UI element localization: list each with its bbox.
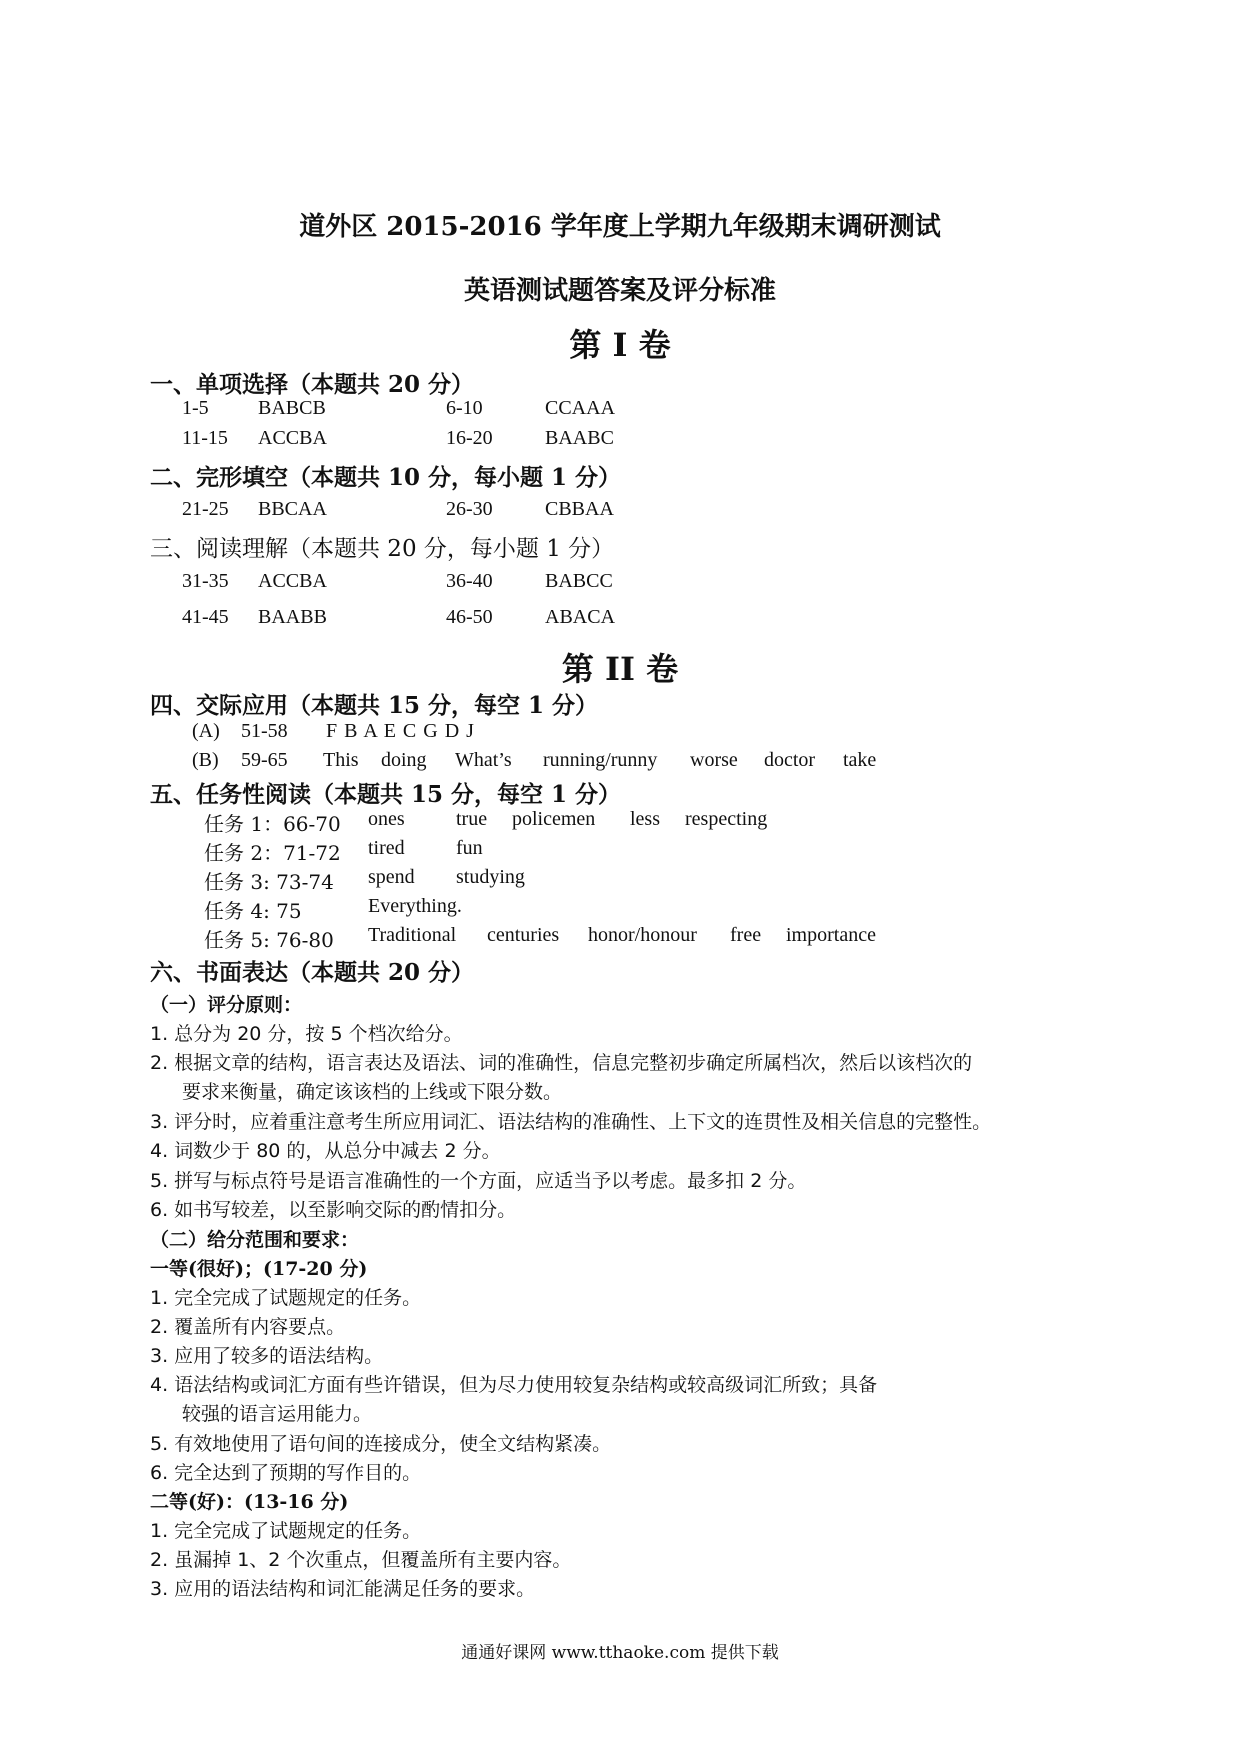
answer-letters: BAABB	[258, 606, 327, 628]
answer-row	[0, 606, 1240, 630]
range-label: 21-25	[182, 498, 229, 520]
range-label: 59-65	[241, 749, 288, 771]
task-row	[0, 866, 1240, 894]
answer-word: take	[843, 749, 877, 771]
answer-letters: BABCB	[258, 397, 326, 419]
sub-label: (B)	[192, 749, 219, 771]
range-label: 51-58	[241, 720, 288, 742]
answer-letters: BABCC	[545, 570, 613, 592]
sub-label: (A)	[192, 720, 220, 742]
task-label: 任务 5: 76-80	[204, 928, 334, 952]
range-label: 36-40	[446, 570, 493, 592]
section-heading: 六、书面表达（本题共 20 分）	[150, 959, 475, 986]
range-label: 31-35	[182, 570, 229, 592]
answer-word: respecting	[685, 808, 768, 830]
principle-item: 6. 如书写较差，以至影响交际的酌情扣分。	[150, 1199, 517, 1221]
answer-word: doing	[381, 749, 427, 771]
range-label: 16-20	[446, 427, 493, 449]
document-title: 道外区 2015-2016 学年度上学期九年级期末调研测试	[299, 212, 941, 242]
principle-item: 3. 评分时，应着重注意考生所应用词汇、语法结构的准确性、上下文的连贯性及相关信息的完整性。	[150, 1111, 992, 1133]
task-label: 任务 4: 75	[204, 899, 302, 923]
answer-word: centuries	[487, 924, 560, 946]
answer-word: worse	[690, 749, 738, 771]
grade-item: 1. 完全完成了试题规定的任务。	[150, 1287, 422, 1309]
answer-word: policemen	[512, 808, 596, 830]
answer-letters: CBBAA	[545, 498, 614, 520]
part-one-heading: 第 I 卷	[569, 326, 671, 364]
section-heading: 三、阅读理解（本题共 20 分，每小题 1 分）	[150, 536, 615, 562]
grade-item: 2. 覆盖所有内容要点。	[150, 1316, 346, 1338]
principle-item: 1. 总分为 20 分，按 5 个档次给分。	[150, 1023, 463, 1045]
answer-row	[0, 427, 1240, 451]
range-label: 46-50	[446, 606, 493, 628]
answer-letters: F B A E C G D J	[326, 720, 475, 742]
principles-heading: （一）评分原则：	[150, 994, 303, 1016]
range-label: 26-30	[446, 498, 493, 520]
answer-word: doctor	[764, 749, 816, 771]
range-heading: （二）给分范围和要求：	[150, 1229, 360, 1251]
answer-word: tired	[368, 837, 405, 859]
grade-item: 3. 应用的语法结构和词汇能满足任务的要求。	[150, 1578, 536, 1600]
section-heading: 一、单项选择（本题共 20 分）	[150, 371, 475, 398]
answer-word: fun	[456, 837, 483, 859]
grade-item: 6. 完全达到了预期的写作目的。	[150, 1462, 422, 1484]
task-row	[0, 837, 1240, 865]
answer-letters: CCAAA	[545, 397, 616, 419]
page-footer: 通通好课网 www.tthaoke.com 提供下载	[461, 1643, 779, 1663]
answer-word: less	[630, 808, 660, 830]
answer-row	[0, 397, 1240, 421]
answer-word: true	[456, 808, 488, 830]
principle-item-continued: 要求来衡量，确定该该档的上线或下限分数。	[182, 1081, 563, 1103]
answer-letters: ABACA	[545, 606, 616, 628]
range-label: 11-15	[182, 427, 228, 449]
range-label: 41-45	[182, 606, 229, 628]
task-row	[0, 895, 1240, 923]
answer-word: This	[323, 749, 359, 771]
answer-word: What’s	[455, 749, 512, 771]
range-label: 1-5	[182, 397, 209, 419]
grade-heading: 一等(很好)；(17-20 分)	[150, 1258, 368, 1280]
answer-letters: ACCBA	[258, 427, 327, 449]
grade-item: 1. 完全完成了试题规定的任务。	[150, 1520, 422, 1542]
grade-item: 5. 有效地使用了语句间的连接成分，使全文结构紧凑。	[150, 1433, 612, 1455]
grade-item: 2. 虽漏掉 1、2 个次重点，但覆盖所有主要内容。	[150, 1549, 572, 1571]
task-label: 任务 1：66-70	[204, 812, 341, 836]
part-two-heading: 第 II 卷	[561, 650, 679, 688]
range-label: 6-10	[446, 397, 483, 419]
document-subtitle: 英语测试题答案及评分标准	[463, 276, 776, 306]
answer-letters: ACCBA	[258, 570, 327, 592]
task-row	[0, 808, 1240, 836]
answer-word: honor/honour	[588, 924, 697, 946]
principle-item: 5. 拼写与标点符号是语言准确性的一个方面，应适当予以考虑。最多扣 2 分。	[150, 1170, 807, 1192]
grade-item: 4. 语法结构或词汇方面有些许错误，但为尽力使用较复杂结构或较高级词汇所致；具备	[150, 1374, 878, 1396]
answer-word: importance	[786, 924, 876, 946]
principle-item: 2. 根据文章的结构，语言表达及语法、词的准确性，信息完整初步确定所属档次，然后以该档次的	[150, 1052, 973, 1074]
answer-word: ones	[368, 808, 405, 830]
answer-word: Everything.	[368, 895, 462, 917]
answer-row	[0, 570, 1240, 594]
answer-word: studying	[456, 866, 525, 888]
section-heading: 二、完形填空（本题共 10 分，每小题 1 分）	[150, 464, 622, 491]
principle-item: 4. 词数少于 80 的，从总分中减去 2 分。	[150, 1140, 501, 1162]
section-heading: 五、任务性阅读（本题共 15 分，每空 1 分）	[150, 781, 622, 808]
answer-word: spend	[368, 866, 415, 888]
task-label: 任务 2：71-72	[204, 841, 341, 865]
answer-word: running/runny	[543, 749, 658, 771]
answer-row	[0, 749, 1240, 773]
answer-word: Traditional	[368, 924, 457, 946]
task-label: 任务 3: 73-74	[204, 870, 334, 894]
grade-item-continued: 较强的语言运用能力。	[182, 1403, 373, 1425]
answer-word: free	[730, 924, 762, 946]
answer-letters: BAABC	[545, 427, 614, 449]
answer-row	[0, 498, 1240, 522]
grade-heading: 二等(好)：(13-16 分)	[150, 1491, 349, 1513]
grade-item: 3. 应用了较多的语法结构。	[150, 1345, 384, 1367]
answer-letters: BBCAA	[258, 498, 327, 520]
answer-row	[0, 720, 1240, 744]
task-row	[0, 924, 1240, 952]
section-heading: 四、交际应用（本题共 15 分，每空 1 分）	[150, 692, 599, 719]
